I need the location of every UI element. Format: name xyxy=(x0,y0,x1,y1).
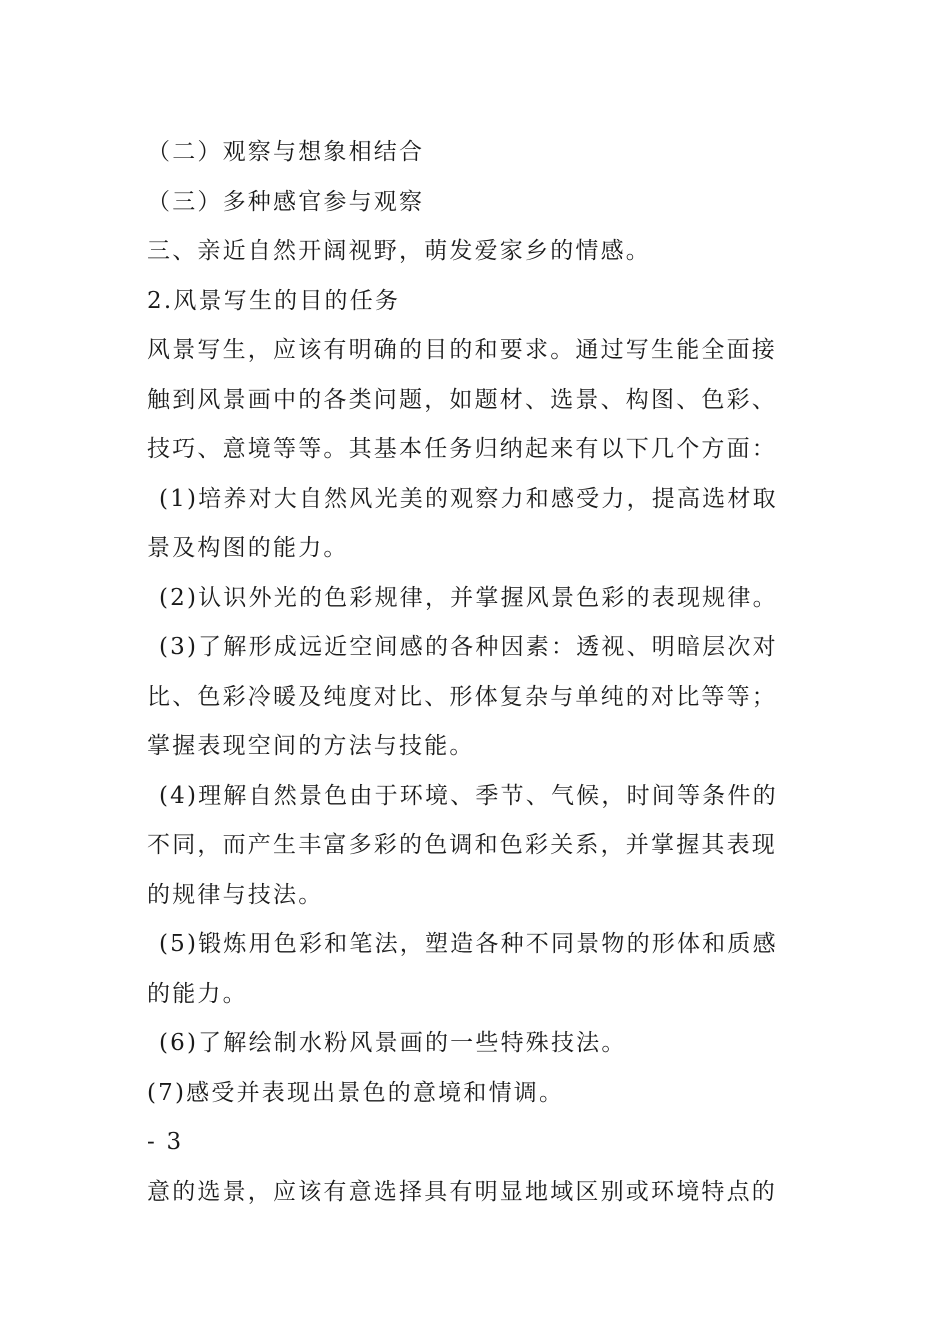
text-line: 景及构图的能力。 xyxy=(147,535,349,561)
text-line: 触到风景画中的各类问题，如题材、选景、构图、色彩、 xyxy=(147,386,777,413)
list-item-2: (2)认识外光的色彩规律，并掌握风景色彩的表现规律。 xyxy=(159,584,778,611)
text-line: 风景写生，应该有明确的目的和要求。通过写生能全面接 xyxy=(147,337,777,363)
list-item-3: (3)了解形成远近空间感的各种因素：透视、明暗层次对 xyxy=(159,634,778,660)
text-line: 三、亲近自然开阔视野，萌发爱家乡的情感。 xyxy=(147,238,651,264)
list-item-5: (5)锻炼用色彩和笔法，塑造各种不同景物的形体和质感 xyxy=(159,931,778,957)
text-line: 比、色彩冷暖及纯度对比、形体复杂与单纯的对比等等； xyxy=(147,683,777,710)
text-line: （二）观察与想象相结合 xyxy=(147,139,425,165)
page-number: - 3 xyxy=(147,1129,184,1155)
text-line: （三）多种感官参与观察 xyxy=(147,188,425,215)
text-line: 技巧、意境等等。其基本任务归纳起来有以下几个方面： xyxy=(147,436,777,462)
list-item-1: (1)培养对大自然风光美的观察力和感受力，提高选材取 xyxy=(159,485,778,512)
text-line: 不同，而产生丰富多彩的色调和色彩关系，并掌握其表现 xyxy=(147,832,777,858)
list-item-7: (7)感受并表现出景色的意境和情调。 xyxy=(147,1079,565,1106)
text-line: 意的选景，应该有意选择具有明显地域区别或环境特点的 xyxy=(147,1178,777,1205)
list-item-6: (6)了解绘制水粉风景画的一些特殊技法。 xyxy=(159,1030,627,1056)
document-body xyxy=(147,128,807,1217)
text-line: 的能力。 xyxy=(147,980,248,1007)
list-item-4: (4)理解自然景色由于环境、季节、气候，时间等条件的 xyxy=(159,782,778,809)
section-heading: 2.风景写生的目的任务 xyxy=(147,287,401,314)
text-line: 掌握表现空间的方法与技能。 xyxy=(147,733,475,759)
text-line: 的规律与技法。 xyxy=(147,881,324,908)
